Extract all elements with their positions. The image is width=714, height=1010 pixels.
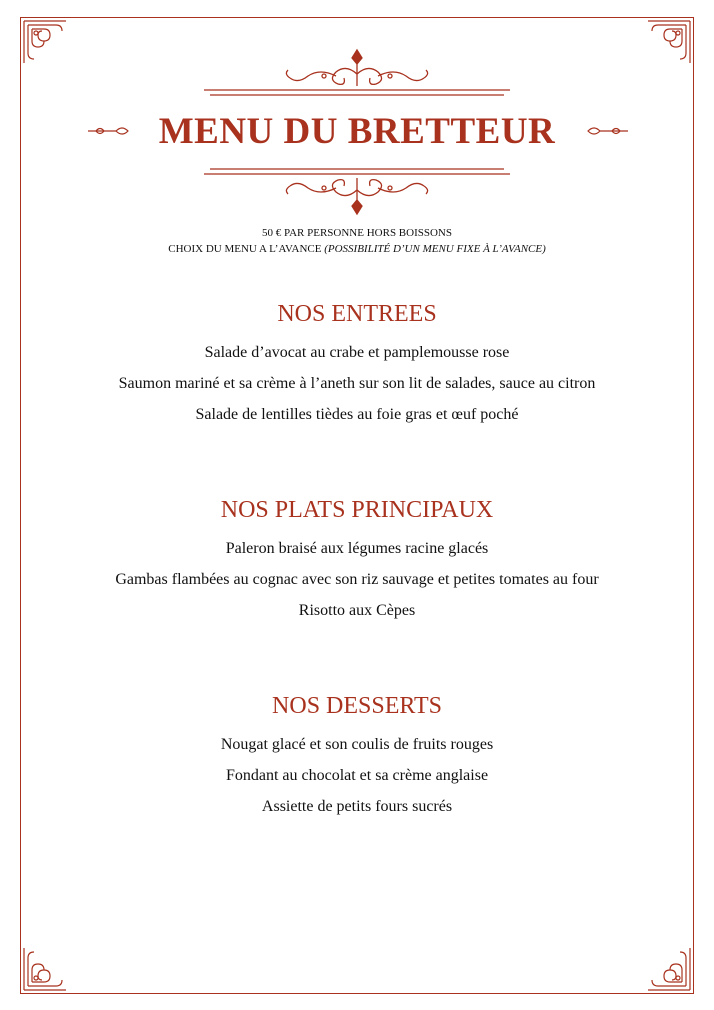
price-line: 50 € PAR PERSONNE HORS BOISSONS — [261, 227, 452, 239]
dish-list — [0, 533, 714, 626]
section-plats-principaux — [0, 495, 714, 626]
header-ornament-top — [200, 46, 514, 100]
dish-item: Fondant au chocolat et sa crème anglaise — [225, 767, 489, 784]
section-heading: NOS PLATS PRINCIPAUX — [220, 497, 494, 523]
dish-item: Risotto aux Cèpes — [298, 602, 416, 619]
dish-item: Nougat glacé et son coulis de fruits rouges — [220, 736, 494, 753]
section-heading: NOS ENTREES — [277, 301, 437, 327]
section-heading: NOS DESSERTS — [272, 693, 442, 719]
dish-item: Paleron braisé aux légumes racine glacés — [225, 540, 489, 557]
dish-list — [0, 729, 714, 822]
dish-item: Gambas flambées au cognac avec son riz sauvage et petites tomates au four — [115, 571, 599, 588]
dish-item: Salade d’avocat au crabe et pamplemousse rose — [204, 344, 510, 361]
menu-title: MENU DU BRETTEUR — [158, 111, 556, 152]
corner-ornament-bottom-right — [644, 944, 692, 992]
dish-item: Assiette de petits fours sucrés — [261, 798, 453, 815]
section-entrees — [0, 299, 714, 430]
choice-line — [0, 243, 714, 255]
header-ornament-bottom — [200, 164, 514, 218]
choice-note: (POSSIBILITÉ D’UN MENU FIXE À L’AVANCE) — [324, 243, 546, 255]
corner-ornament-top-right — [644, 19, 692, 67]
dish-item: Saumon mariné et sa crème à l’aneth sur son lit de salades, sauce au citron — [118, 375, 596, 392]
section-desserts — [0, 691, 714, 822]
corner-ornament-top-left — [22, 19, 70, 67]
corner-ornament-bottom-left — [22, 944, 70, 992]
dish-item: Salade de lentilles tièdes au foie gras et œuf poché — [195, 406, 519, 423]
dish-list — [0, 337, 714, 430]
choice-text: CHOIX DU MENU A L’AVANCE — [168, 243, 322, 255]
